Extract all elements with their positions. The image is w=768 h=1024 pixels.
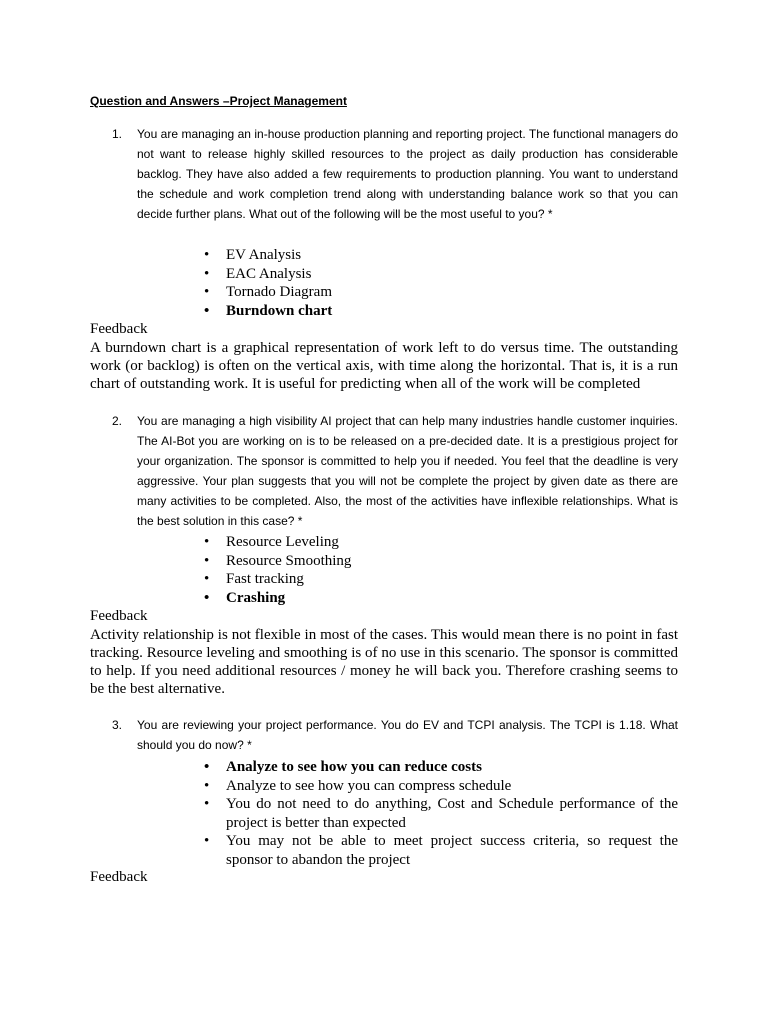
question-text: You are managing a high visibility AI project that can help many industries handle customer inquiries. The AI-Bot you are working on is to be released on a pre-decided date. It is a prestigious project for your organization. The sponsor is committed to help you if needed. You feel that the deadline is very aggressive. Your plan suggests that you will not be complete the project by given date as there are many activities to be completed. Also, the most of the activities have inflexible relationships. What is the best solution in this case? * xyxy=(137,414,678,528)
answer-options-1 xyxy=(204,246,678,320)
question-number: 2. xyxy=(112,414,123,428)
feedback-label: Feedback xyxy=(90,321,148,337)
feedback-text: Activity relationship is not flexible in most of the cases. This would mean there is no point in fast tracking. Resource leveling and smoothing is of no use in this scenario. The sponsor is committed to help. If you need additional resources / money he will back you. Therefore crashing seems to be the best alternative. xyxy=(90,627,678,697)
correct-answer-option: • Analyze to see how you can reduce costs xyxy=(204,759,482,775)
answer-options-3 xyxy=(204,758,678,869)
feedback-label: Feedback xyxy=(90,869,148,885)
answer-option: • You may not be able to meet project success criteria, so request the sponsor to abandon the project xyxy=(204,833,678,868)
question-1 xyxy=(112,124,678,224)
correct-answer-option: • Burndown chart xyxy=(204,302,333,319)
question-3 xyxy=(112,715,678,755)
answer-option: • Fast tracking xyxy=(204,571,304,587)
question-text: You are managing an in-house production planning and reporting project. The functional managers do not want to release highly skilled resources to the project as daily production has considerable backlog. They have also added a few requirements to production planning. You want to understand the schedule and work completion trend along with understanding balance work so that you can decide further plans. What out of the following will be the most useful to you? * xyxy=(137,127,678,221)
document-title: Question and Answers –Project Management xyxy=(90,94,347,108)
answer-option: • Resource Leveling xyxy=(204,534,339,550)
question-number: 1. xyxy=(112,127,123,141)
feedback-label: Feedback xyxy=(90,608,148,624)
correct-answer-option: • Crashing xyxy=(204,589,286,606)
question-2 xyxy=(112,411,678,531)
answer-options-2 xyxy=(204,533,678,607)
answer-option: • Analyze to see how you can compress schedule xyxy=(204,777,512,794)
answer-option: • Resource Smoothing xyxy=(204,552,352,569)
question-number: 3. xyxy=(112,718,123,732)
answer-option: • EV Analysis xyxy=(204,247,302,263)
question-text: You are reviewing your project performance. You do EV and TCPI analysis. The TCPI is 1.18. What should you do now? * xyxy=(137,718,678,752)
feedback-text: A burndown chart is a graphical representation of work left to do versus time. The outstanding work (or backlog) is often on the vertical axis, with time along the horizontal. That is, it is a run chart of outstanding work. It is useful for predicting when all of the work will be completed xyxy=(90,340,678,392)
answer-option: • You do not need to do anything, Cost and Schedule performance of the project is better than expected xyxy=(204,796,678,831)
answer-option: • EAC Analysis xyxy=(204,265,312,282)
answer-option: • Tornado Diagram xyxy=(204,284,332,300)
